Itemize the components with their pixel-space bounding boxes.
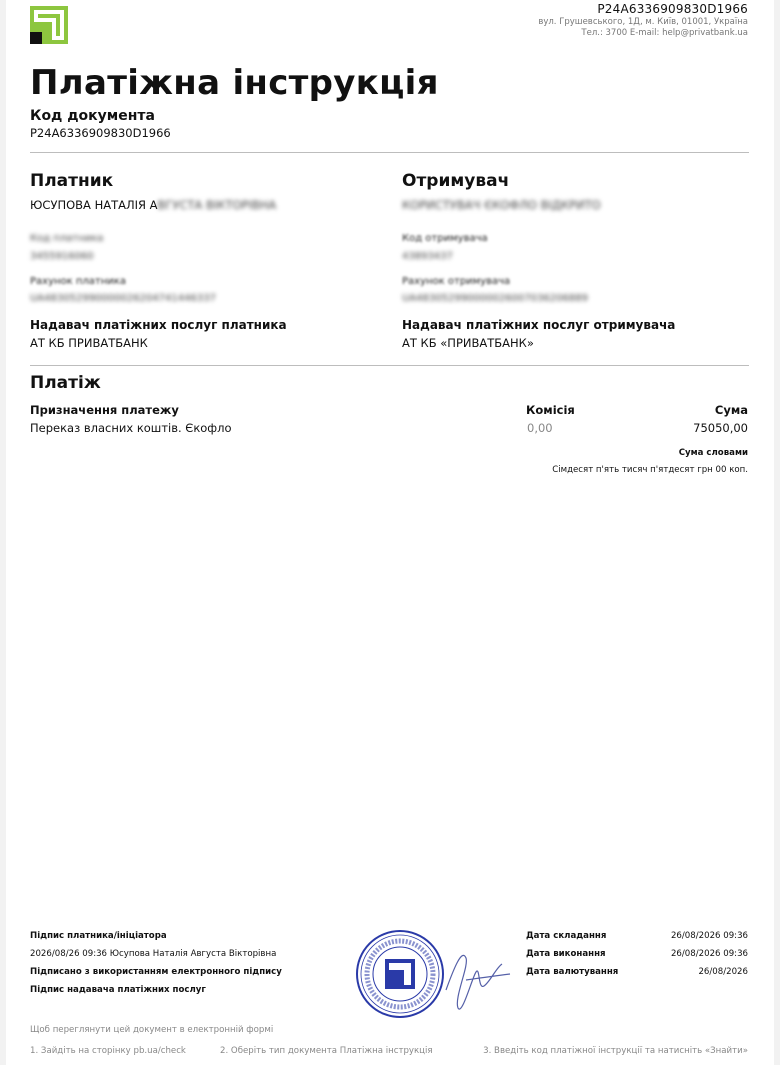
page-title: Платіжна інструкція — [30, 63, 439, 103]
recipient-provider-value: АТ КБ «ПРИВАТБАНК» — [402, 336, 534, 350]
amount-words-label: Сума словами — [678, 448, 748, 458]
value-date-value: 26/08/2026 — [698, 967, 748, 977]
doc-code-top: P24A6336909830D1966 — [597, 2, 748, 16]
recipient-name: КОРИСТУВАЧ ЄКОФЛО ВІДКРИТО — [402, 198, 601, 212]
privatbank-logo-icon — [30, 6, 68, 44]
handwritten-signature-icon — [436, 928, 516, 1020]
purpose-value: Переказ власних коштів. Єкофло — [30, 421, 232, 435]
instruction-step-2: 2. Оберіть тип документа Платіжна інструкція — [220, 1046, 433, 1056]
recipient-provider-label: Надавач платіжних послуг отримувача — [402, 318, 676, 332]
bank-contacts: Тел.: 3700 E-mail: help@privatbank.ua — [581, 28, 748, 38]
provider-sign-label: Підпис надавача платіжних послуг — [30, 985, 206, 995]
payer-code-value: 3455916060 — [30, 251, 94, 262]
commission-value: 0,00 — [527, 421, 553, 435]
payer-account-value: UA483052990000026204741446337 — [30, 293, 216, 304]
divider — [30, 152, 749, 153]
created-date-label: Дата складання — [526, 931, 607, 941]
amount-words-value: Сімдесят п'ять тисяч п'ятдесят грн 00 коп. — [552, 465, 748, 475]
payer-provider-label: Надавач платіжних послуг платника — [30, 318, 287, 332]
amount-label: Сума — [714, 403, 748, 417]
document-page — [6, 0, 774, 1065]
payer-provider-value: АТ КБ ПРИВАТБАНК — [30, 336, 148, 350]
executed-date-value: 26/08/2026 09:36 — [670, 949, 748, 959]
recipient-heading: Отримувач — [402, 171, 510, 191]
payer-heading: Платник — [30, 171, 114, 191]
instruction-step-1: 1. Зайдіть на сторінку pb.ua/check — [30, 1046, 186, 1056]
doc-code-value: P24A6336909830D1966 — [30, 126, 171, 140]
divider — [30, 365, 749, 366]
signer-label: Підпис платника/ініціатора — [30, 931, 167, 941]
recipient-code-label: Код отримувача — [402, 233, 488, 244]
esign-label: Підписано з використанням електронного підпису — [30, 967, 282, 977]
amount-value: 75050,00 — [693, 421, 748, 435]
recipient-account-label: Рахунок отримувача — [402, 276, 511, 287]
instruction-step-3: 3. Введіть код платіжної інструкції та натисніть «Знайти» — [483, 1046, 748, 1056]
bank-seal-stamp-icon — [354, 928, 446, 1020]
created-date-value: 26/08/2026 09:36 — [670, 931, 748, 941]
executed-date-label: Дата виконання — [526, 949, 606, 959]
signer-value: 2026/08/26 09:36 Юсупова Наталія Августа Вікторівна — [30, 949, 277, 959]
payer-code-label: Код платника — [30, 233, 104, 244]
commission-label: Комісія — [526, 403, 575, 417]
doc-code-label: Код документа — [30, 108, 155, 124]
payment-heading: Платіж — [30, 373, 101, 393]
recipient-account-value: UA483052990000026007036206889 — [402, 293, 588, 304]
payer-name: ЮСУПОВА НАТАЛІЯ АВГУСТА ВІКТОРІВНА — [30, 198, 277, 212]
bank-address: вул. Грушевського, 1Д, м. Київ, 01001, Україна — [538, 17, 748, 27]
purpose-label: Призначення платежу — [30, 403, 179, 417]
value-date-label: Дата валютування — [526, 967, 619, 977]
payer-account-label: Рахунок платника — [30, 276, 126, 287]
view-note: Щоб переглянути цей документ в електронній формі — [30, 1025, 274, 1035]
recipient-code-value: 43893437 — [402, 251, 453, 262]
